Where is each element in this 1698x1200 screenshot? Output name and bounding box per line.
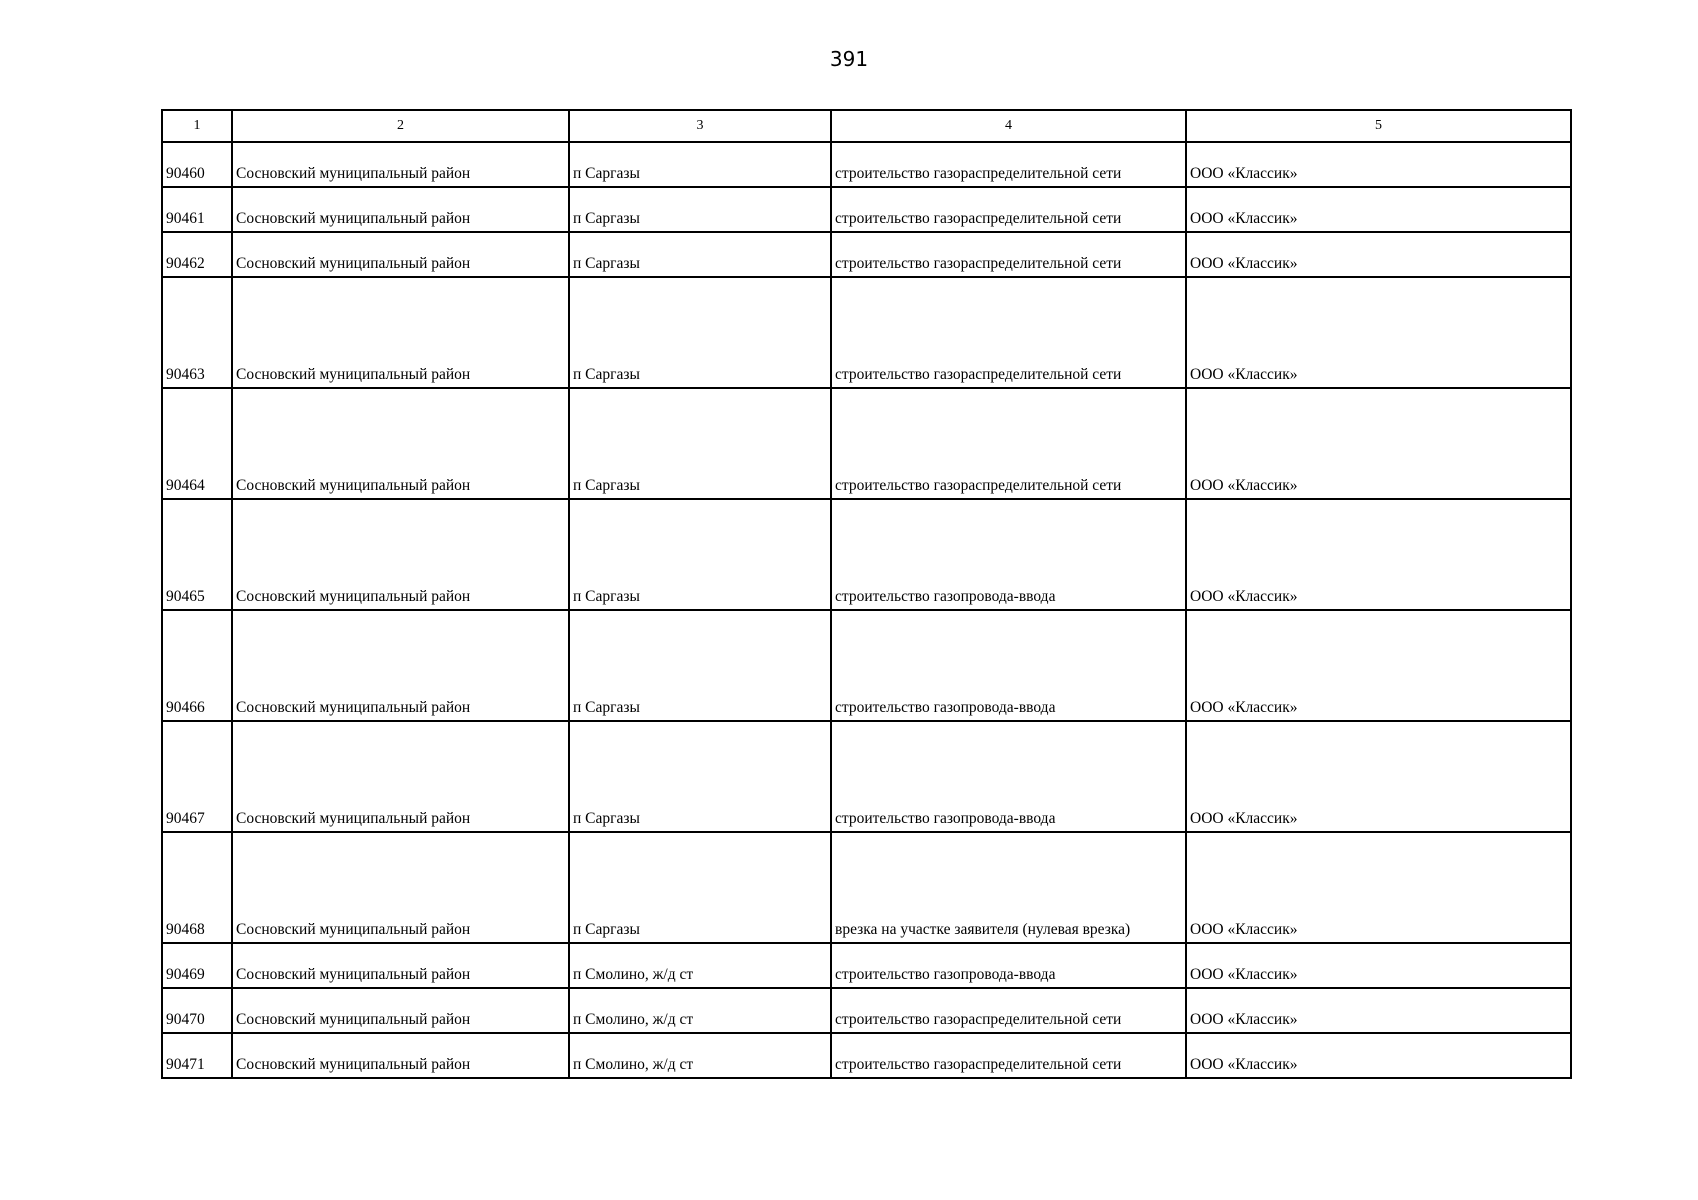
work-type-cell: строительство газораспределительной сети — [831, 988, 1186, 1033]
column-header-2: 2 — [232, 110, 569, 142]
column-header-3: 3 — [569, 110, 831, 142]
settlement-cell: п Смолино, ж/д ст — [569, 988, 831, 1033]
row-number-cell: 90467 — [162, 721, 232, 832]
district-cell: Сосновский муниципальный район — [232, 499, 569, 610]
column-header-1: 1 — [162, 110, 232, 142]
work-type-cell: строительство газораспределительной сети — [831, 142, 1186, 187]
table-row — [162, 142, 1571, 187]
settlement-cell: п Саргазы — [569, 277, 831, 388]
row-number-cell: 90471 — [162, 1033, 232, 1078]
table-row — [162, 610, 1571, 721]
work-type-cell: строительство газораспределительной сети — [831, 232, 1186, 277]
table-row — [162, 832, 1571, 943]
district-cell: Сосновский муниципальный район — [232, 610, 569, 721]
district-cell: Сосновский муниципальный район — [232, 187, 569, 232]
settlement-cell: п Саргазы — [569, 187, 831, 232]
row-number-cell: 90461 — [162, 187, 232, 232]
row-number-cell: 90460 — [162, 142, 232, 187]
organization-cell: ООО «Классик» — [1186, 721, 1571, 832]
settlement-cell: п Саргазы — [569, 832, 831, 943]
settlement-cell: п Саргазы — [569, 142, 831, 187]
organization-cell: ООО «Классик» — [1186, 499, 1571, 610]
district-cell: Сосновский муниципальный район — [232, 943, 569, 988]
settlement-cell: п Саргазы — [569, 232, 831, 277]
settlement-cell: п Саргазы — [569, 721, 831, 832]
header-row — [162, 110, 1571, 142]
district-cell: Сосновский муниципальный район — [232, 832, 569, 943]
table-header — [162, 110, 1571, 142]
organization-cell: ООО «Классик» — [1186, 142, 1571, 187]
organization-cell: ООО «Классик» — [1186, 610, 1571, 721]
page-number: 391 — [829, 47, 869, 71]
table-row — [162, 277, 1571, 388]
district-cell: Сосновский муниципальный район — [232, 388, 569, 499]
organization-cell: ООО «Классик» — [1186, 943, 1571, 988]
organization-cell: ООО «Классик» — [1186, 832, 1571, 943]
organization-cell: ООО «Классик» — [1186, 388, 1571, 499]
work-type-cell: строительство газопровода-ввода — [831, 721, 1186, 832]
work-type-cell: строительство газораспределительной сети — [831, 187, 1186, 232]
table-body — [162, 142, 1571, 1078]
settlement-cell: п Смолино, ж/д ст — [569, 1033, 831, 1078]
table-row — [162, 499, 1571, 610]
table-row — [162, 988, 1571, 1033]
district-cell: Сосновский муниципальный район — [232, 142, 569, 187]
district-cell: Сосновский муниципальный район — [232, 988, 569, 1033]
column-header-4: 4 — [831, 110, 1186, 142]
district-cell: Сосновский муниципальный район — [232, 721, 569, 832]
row-number-cell: 90465 — [162, 499, 232, 610]
work-type-cell: врезка на участке заявителя (нулевая врезка) — [831, 832, 1186, 943]
organization-cell: ООО «Классик» — [1186, 1033, 1571, 1078]
work-type-cell: строительство газопровода-ввода — [831, 943, 1186, 988]
work-type-cell: строительство газораспределительной сети — [831, 277, 1186, 388]
settlement-cell: п Саргазы — [569, 388, 831, 499]
district-cell: Сосновский муниципальный район — [232, 277, 569, 388]
data-table — [161, 109, 1572, 1079]
table-row — [162, 943, 1571, 988]
settlement-cell: п Саргазы — [569, 610, 831, 721]
column-header-5: 5 — [1186, 110, 1571, 142]
work-type-cell: строительство газораспределительной сети — [831, 1033, 1186, 1078]
work-type-cell: строительство газопровода-ввода — [831, 499, 1186, 610]
table-row — [162, 388, 1571, 499]
table-row — [162, 232, 1571, 277]
organization-cell: ООО «Классик» — [1186, 232, 1571, 277]
work-type-cell: строительство газопровода-ввода — [831, 610, 1186, 721]
organization-cell: ООО «Классик» — [1186, 988, 1571, 1033]
row-number-cell: 90464 — [162, 388, 232, 499]
district-cell: Сосновский муниципальный район — [232, 1033, 569, 1078]
table-row — [162, 721, 1571, 832]
row-number-cell: 90462 — [162, 232, 232, 277]
organization-cell: ООО «Классик» — [1186, 277, 1571, 388]
row-number-cell: 90469 — [162, 943, 232, 988]
row-number-cell: 90463 — [162, 277, 232, 388]
table-row — [162, 1033, 1571, 1078]
settlement-cell: п Смолино, ж/д ст — [569, 943, 831, 988]
work-type-cell: строительство газораспределительной сети — [831, 388, 1186, 499]
organization-cell: ООО «Классик» — [1186, 187, 1571, 232]
row-number-cell: 90470 — [162, 988, 232, 1033]
settlement-cell: п Саргазы — [569, 499, 831, 610]
table-row — [162, 187, 1571, 232]
row-number-cell: 90468 — [162, 832, 232, 943]
district-cell: Сосновский муниципальный район — [232, 232, 569, 277]
row-number-cell: 90466 — [162, 610, 232, 721]
